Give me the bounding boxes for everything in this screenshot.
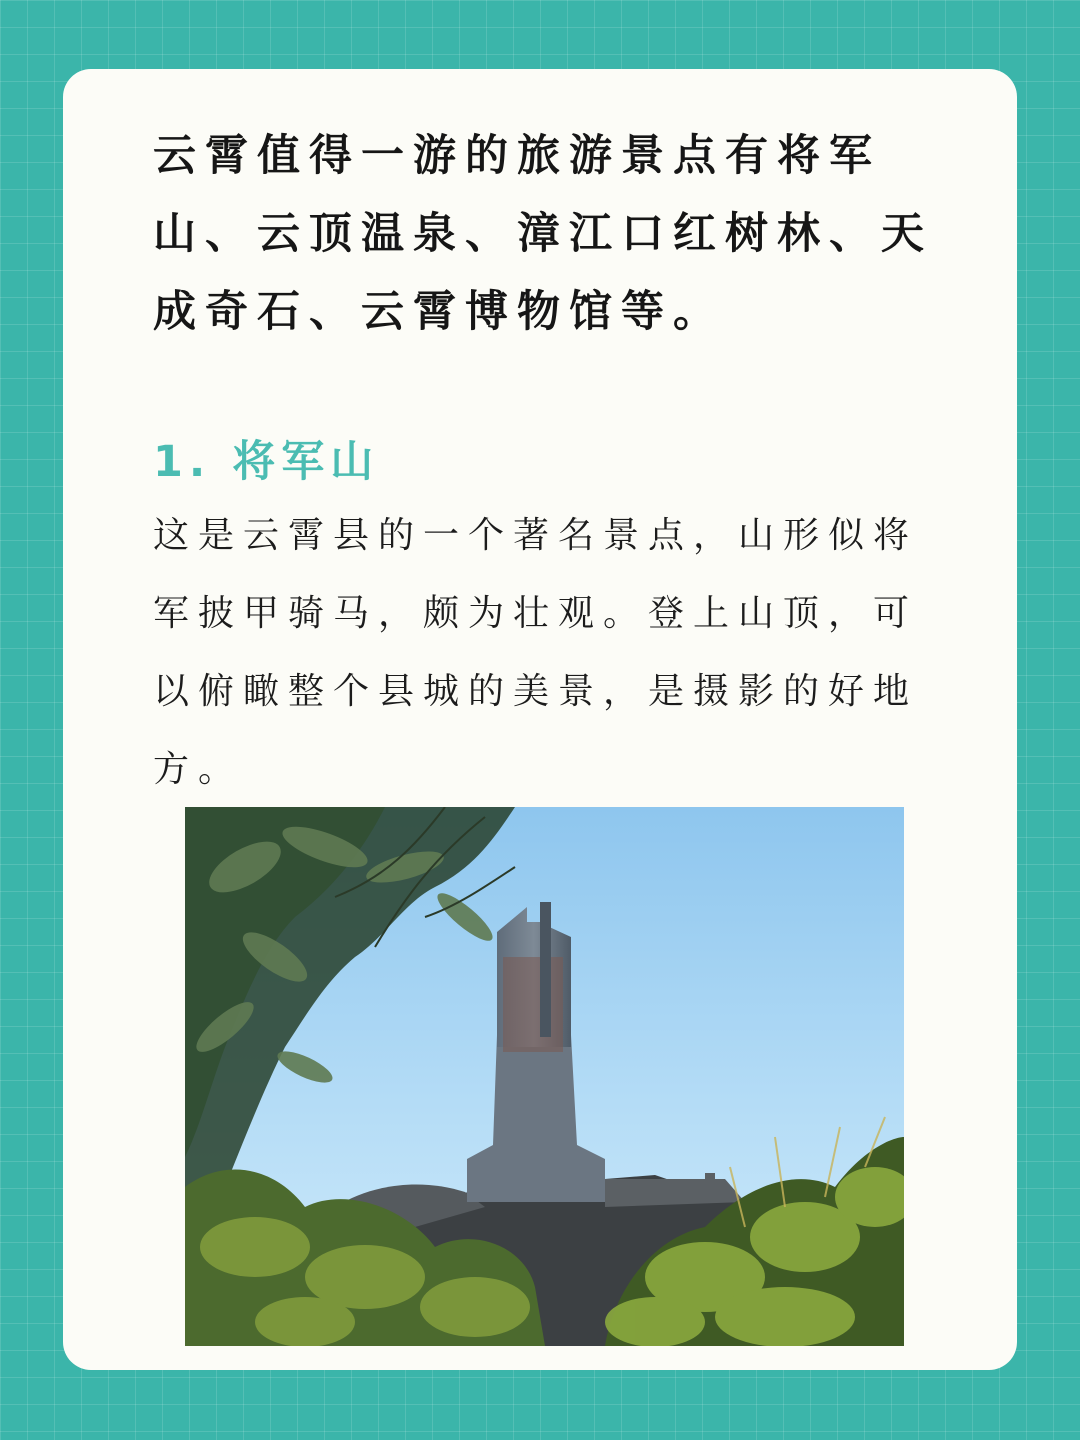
section-title: 1. 将军山: [153, 437, 380, 487]
intro-paragraph: 云霄值得一游的旅游景点有将军山、云顶温泉、漳江口红树林、天成奇石、云霄博物馆等。: [153, 131, 933, 337]
section-description: 这是云霄县的一个著名景点，山形似将军披甲骑马，颇为壮观。登上山顶，可以俯瞰整个县城的美景，是摄影的好地方。: [153, 515, 919, 790]
monument-photo: [185, 807, 904, 1346]
content-card: [63, 69, 1017, 1370]
